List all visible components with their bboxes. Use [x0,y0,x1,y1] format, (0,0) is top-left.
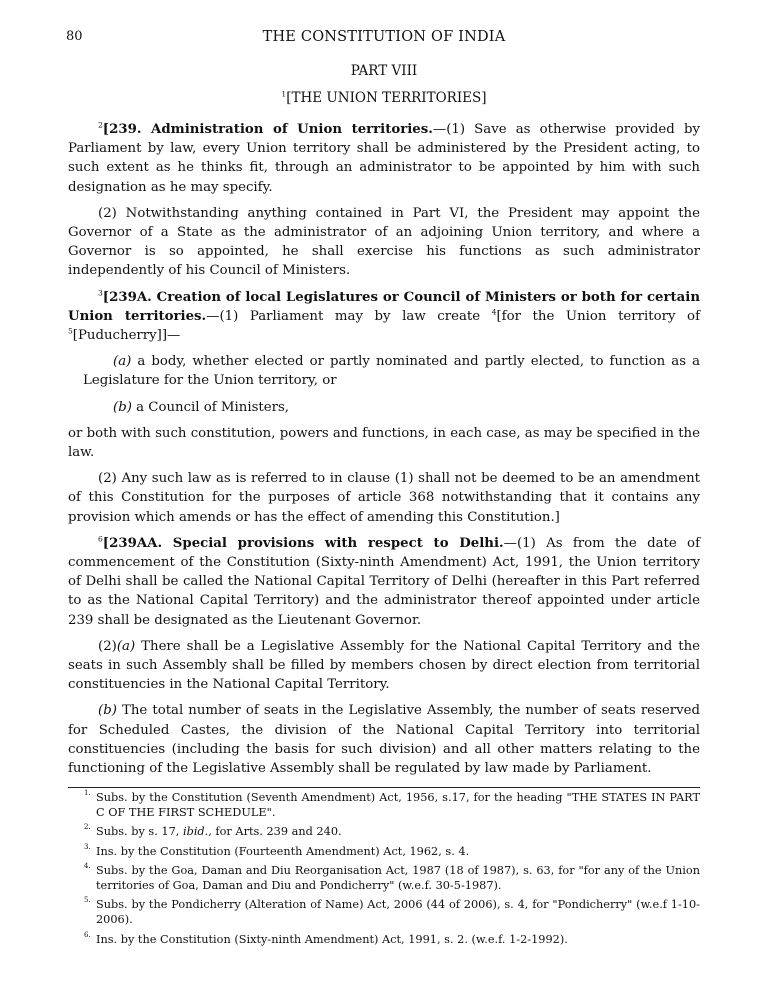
clause-text: There shall be a Legislative Assembly for the National Capital Territory and the seats in such Assembly shall be filled by members chosen by direct election from territorial constituencies in the National Capital Territory. [68,638,700,693]
article-239aa-clause-2b [68,701,700,778]
footnote [84,863,700,893]
article-239aa-heading: [239AA. Special provisions with respect to Delhi. [102,535,504,551]
part-title: PART VIII [350,63,418,79]
article-239a-heading: [239A. Creation of local Legislatures or Council of Ministers or both for certain Union territories. [68,289,700,324]
article-239a-clause-2: (2) Any such law as is referred to in clause (1) shall not be deemed to be an amendment of this Constitution for the purposes of article 368 notwithstanding that it contains any provision which amends or has the effect of amending this Constitution.] [68,471,700,525]
item-label: (a) [116,638,136,654]
footnote-text: Subs. by the Constitution (Seventh Amendment) Act, 1956, s.17, for the heading "THE STATES IN PART C OF THE FIRST SCHEDULE". [96,791,700,820]
footnote [84,844,700,859]
footnote-marker: 2 [98,120,103,130]
clause-prefix: (2) [98,638,117,654]
footnote-text: Subs. by the Pondicherry (Alteration of Name) Act, 2006 (44 of 2006), s. 4, for "Pondicherry" (w.e.f 1-10-2006). [96,898,700,927]
footnote-number: 1. [84,789,91,797]
item-text: a Council of Ministers, [131,399,290,415]
part-subtitle-text: [THE UNION TERRITORIES] [286,90,487,106]
article-239-clause-1 [68,120,700,197]
part-subtitle [0,90,768,106]
item-label: (b) [98,703,117,719]
article-239-clause-1-text: —(1) Save as otherwise provided by Parliament by law, every Union territory shall be administered by the President acting, to such extent as he thinks fit, through an administrator to be appointed by him with such designation as he may specify. [68,122,700,195]
footnote-divider [68,787,700,788]
footnotes [84,790,700,951]
footnote [84,790,700,820]
item-label: (a) [113,354,132,370]
footnote-text-italic: ibid. [182,825,209,839]
footnote-text: Ins. by the Constitution (Fourteenth Amendment) Act, 1962, s. 4. [96,844,470,858]
footnote-number: 3. [84,842,91,851]
article-239a-clause-1 [68,288,700,346]
footnote-marker: 6 [98,534,103,544]
page-number: 80 [66,29,83,44]
footnote-number: 6. [84,930,91,939]
article-239a-lead-3: [Puducherry]]— [72,328,181,344]
article-239a-lead-2: [for the Union territory of [496,308,700,324]
item-text: a body, whether elected or partly nominated and partly elected, to function as a Legislature for the Union territory, or [83,354,700,389]
article-239a-item-b [68,398,700,417]
footnote-text: , for Arts. 239 and 240. [208,825,342,839]
footnote-text: Subs. by the Goa, Daman and Diu Reorganisation Act, 1987 (18 of 1987), s. 63, for "for any of the Union territories of Goa, Daman and Diu and Pondicherry" (w.e.f. 30-5-1987). [96,863,700,893]
article-239a-item-a [68,352,700,390]
footnote-marker: 3 [98,288,103,298]
running-header: THE CONSTITUTION OF INDIA [262,29,506,45]
footnote-number: 5. [84,896,91,905]
article-239aa-clause-2a [68,637,700,695]
article-239-clause-2: (2) Notwithstanding anything contained in Part VI, the President may appoint the Governor of a State as the administrator of an adjoining Union territory, and where a Governor is so appointed, he shall exercise his functions as such administrator independently of his Council of Ministers. [68,205,700,279]
footnote [84,932,700,947]
article-239a-lead: —(1) Parliament may by law create [206,308,492,324]
item-label: (b) [113,399,132,415]
article-239-heading: [239. Administration of Union territories. [102,122,433,137]
article-239a-tail: or both with such constitution, powers and functions, in each case, as may be specified in the law. [68,425,700,461]
document-body [68,120,700,785]
footnote [84,824,700,839]
clause-text: The total number of seats in the Legislative Assembly, the number of seats reserved for Scheduled Castes, the division of the National Capital Territory into territorial constituencies (including the basis for such division) and all other matters relating to the functioning of the Legislative Assembly shall be regulated by law made by Parliament. [68,703,700,777]
footnote [84,897,700,927]
footnote-marker: 5 [68,326,73,336]
footnote-number: 2. [84,823,91,832]
footnote-marker: 1 [281,89,287,99]
article-239aa-clause-1 [68,534,700,630]
footnote-marker: 4 [491,307,497,317]
article-239aa-clause-1-text: —(1) As from the date of commencement of the Constitution (Sixty-ninth Amendment) Act, 1991, the Union territory of Delhi shall be called the National Capital Territory of Delhi (hereafter in this Part referred to as the National Capital Territory) and the administrator thereof appointed under article 239 shall be designated as the Lieutenant Governor. [68,535,700,628]
footnote-number: 4. [84,861,91,870]
footnote-text: Subs. by s. 17, [96,825,183,839]
footnote-text: Ins. by the Constitution (Sixty-ninth Amendment) Act, 1991, s. 2. (w.e.f. 1-2-1992). [96,932,568,946]
